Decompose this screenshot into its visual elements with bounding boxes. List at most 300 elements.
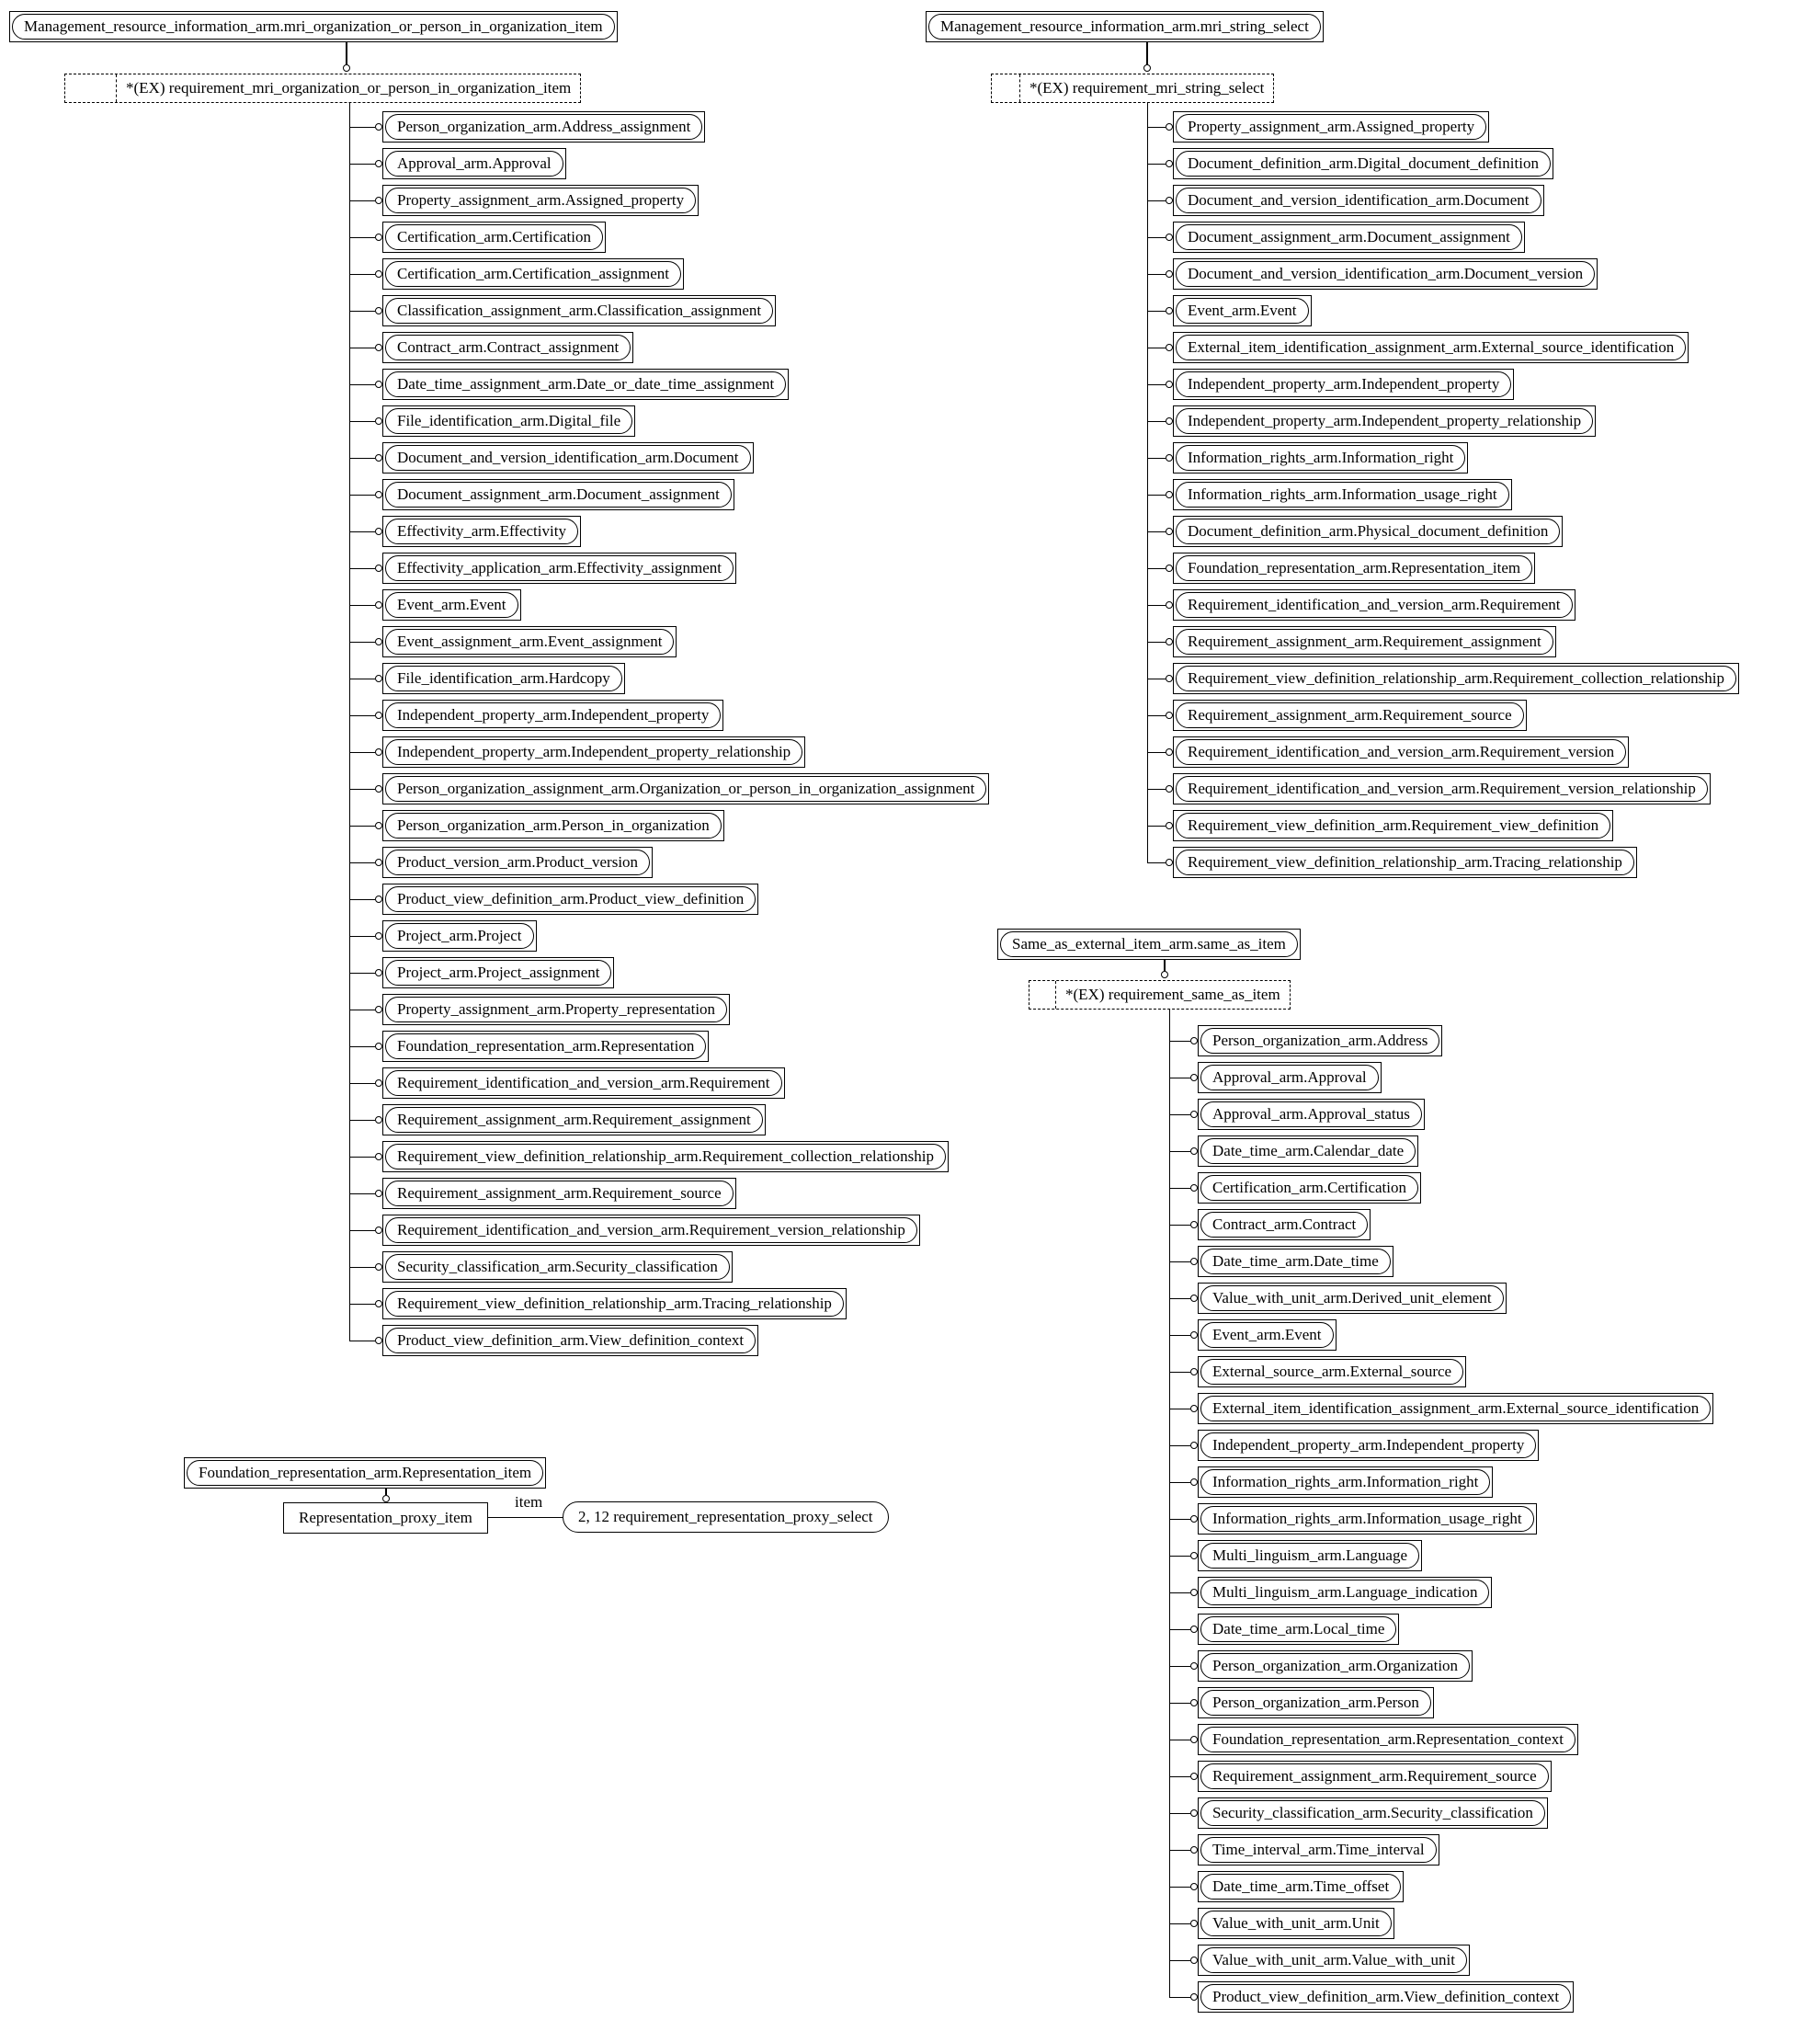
entity-ref-stadium (385, 1107, 763, 1133)
entity-ref-node (1198, 1209, 1371, 1240)
branch-line (1147, 605, 1166, 606)
entity-ref-stadium (1176, 519, 1560, 544)
entity-ref-stadium (385, 1254, 730, 1280)
branch-line (1169, 1850, 1190, 1851)
branch-line (349, 274, 375, 275)
optional-circle (1166, 491, 1173, 498)
entity-ref-stadium (1200, 1432, 1536, 1458)
entity-ref-label: Property_assignment_arm.Property_representation (397, 1000, 716, 1018)
entity-ref-stadium (1200, 1065, 1379, 1090)
entity-ref-label: Multi_linguism_arm.Language (1212, 1546, 1407, 1564)
entity-ref-stadium (1176, 408, 1593, 434)
entity-ref-stadium (1176, 813, 1610, 839)
branch-line (349, 1083, 375, 1084)
branch-line (1147, 311, 1166, 312)
entity-ref-label: Security_classification_arm.Security_classification (1212, 1804, 1533, 1821)
optional-circle (375, 565, 382, 572)
entity-ref-label: Date_time_assignment_arm.Date_or_date_time_assignment (397, 375, 775, 393)
optional-circle (1166, 234, 1173, 241)
branch-line (349, 1304, 375, 1305)
optional-circle (1143, 64, 1151, 72)
entity-ref-node (1173, 369, 1514, 400)
branch-line (349, 531, 375, 532)
branch-line (349, 1193, 375, 1194)
select-definition-box-mri-string-select (991, 74, 1274, 103)
branch-line (1169, 1188, 1190, 1189)
root-node-representation-item (184, 1457, 546, 1489)
optional-circle (1166, 638, 1173, 645)
optional-circle (375, 1227, 382, 1234)
branch-line (1169, 1335, 1190, 1336)
entity-ref-node (1198, 1614, 1399, 1645)
entity-ref-label: External_source_arm.External_source (1212, 1363, 1452, 1380)
entity-ref-label: Requirement_view_definition_relationship_arm.Requirement_collection_relationship (1188, 669, 1724, 687)
branch-line (349, 1230, 375, 1231)
branch-line (349, 237, 375, 238)
entity-ref-label: Date_time_arm.Local_time (1212, 1620, 1385, 1637)
branch-line (349, 862, 375, 863)
entity-ref-label: Requirement_identification_and_version_arm.Requirement_version (1188, 743, 1615, 760)
entity-ref-stadium (1200, 1138, 1416, 1164)
entity-ref-label: Foundation_representation_arm.Representation_item (1188, 559, 1521, 576)
optional-circle (1190, 1552, 1198, 1559)
optional-circle (375, 822, 382, 829)
entity-ref-stadium (385, 224, 603, 250)
optional-circle (1166, 565, 1173, 572)
entity-ref-node (382, 1141, 949, 1172)
branch-line (1169, 1997, 1190, 1998)
optional-circle (375, 1190, 382, 1197)
entity-ref-node (1198, 1945, 1470, 1976)
entity-ref-label: Value_with_unit_arm.Unit (1212, 1914, 1380, 1932)
entity-ref-label: Product_view_definition_arm.Product_view_definition (397, 890, 745, 907)
optional-circle (1190, 1515, 1198, 1523)
branch-line (349, 826, 375, 827)
entity-ref-label: Certification_arm.Certification (397, 228, 592, 245)
optional-circle (1190, 1037, 1198, 1044)
entity-ref-node (1198, 1466, 1493, 1498)
optional-circle (1190, 1258, 1198, 1265)
branch-line (349, 605, 375, 606)
optional-circle (375, 381, 382, 388)
item-relation-label: item (515, 1493, 543, 1511)
optional-circle (1190, 1773, 1198, 1780)
entity-ref-stadium (385, 739, 802, 765)
entity-ref-label: Property_assignment_arm.Assigned_property (1188, 118, 1475, 135)
optional-circle (375, 1300, 382, 1307)
entity-ref-node (1173, 773, 1711, 804)
entity-ref-label: Requirement_identification_and_version_arm.Requirement (397, 1074, 770, 1091)
branch-line (1169, 1592, 1190, 1593)
branch-line (1147, 715, 1166, 716)
root-node-stadium (928, 14, 1321, 40)
tree-trunk-line (1147, 103, 1148, 862)
entity-ref-node (382, 773, 989, 804)
entity-ref-stadium (1176, 114, 1486, 140)
optional-circle (1190, 1626, 1198, 1633)
entity-ref-node (1173, 810, 1613, 841)
entity-ref-node (1173, 222, 1525, 253)
branch-line (1169, 1813, 1190, 1814)
entity-ref-stadium (1200, 1175, 1418, 1201)
entity-ref-node (1198, 1797, 1548, 1829)
entity-ref-label: Document_and_version_identification_arm.Document (397, 449, 739, 466)
entity-ref-label: Date_time_arm.Time_offset (1212, 1877, 1390, 1895)
optional-circle (1190, 1295, 1198, 1302)
branch-line (1147, 826, 1166, 827)
entity-ref-stadium (385, 188, 696, 213)
branch-line (1169, 1556, 1190, 1557)
entity-ref-label: Classification_assignment_arm.Classification_assignment (397, 302, 762, 319)
entity-ref-node (382, 884, 758, 915)
entity-ref-node (382, 920, 537, 952)
entity-ref-node (1198, 1135, 1418, 1167)
optional-circle (375, 160, 382, 167)
optional-circle (1166, 601, 1173, 609)
optional-circle (1190, 1662, 1198, 1670)
entity-ref-stadium (1200, 1727, 1575, 1752)
entity-ref-label: Person_organization_arm.Organization (1212, 1657, 1459, 1674)
entity-ref-stadium (1176, 629, 1553, 655)
entity-ref-label: Certification_arm.Certification_assignment (397, 265, 669, 282)
root-node-stadium (12, 14, 615, 40)
branch-line (1147, 200, 1166, 201)
branch-line (349, 1267, 375, 1268)
entity-ref-stadium (385, 261, 681, 287)
optional-circle (1190, 1442, 1198, 1449)
entity-ref-label: Document_assignment_arm.Document_assignment (1188, 228, 1510, 245)
entity-ref-node (1198, 1650, 1473, 1682)
entity-ref-stadium (1176, 776, 1708, 802)
entity-ref-node (1198, 1724, 1578, 1755)
root-node-stadium (187, 1460, 543, 1486)
entity-ref-node (382, 1104, 766, 1135)
optional-circle (1166, 675, 1173, 682)
optional-circle (1190, 1736, 1198, 1743)
entity-ref-node (382, 994, 730, 1025)
entity-ref-label: Certification_arm.Certification (1212, 1179, 1407, 1196)
entity-ref-stadium (1200, 1212, 1368, 1238)
entity-ref-node (1198, 1025, 1442, 1056)
optional-circle (1166, 748, 1173, 756)
optional-circle (1190, 1405, 1198, 1412)
entity-ref-stadium (1176, 592, 1573, 618)
optional-circle (375, 1153, 382, 1160)
optional-circle (1166, 417, 1173, 425)
branch-line (1147, 421, 1166, 422)
branch-line (349, 384, 375, 385)
select-box-compartment (65, 74, 117, 102)
entity-ref-node (382, 1215, 920, 1246)
entity-ref-node (382, 258, 684, 290)
entity-ref-label: Information_rights_arm.Information_usage_right (1212, 1510, 1522, 1527)
optional-circle (1166, 712, 1173, 719)
entity-ref-node (1173, 332, 1689, 363)
entity-ref-node (1198, 1908, 1394, 1939)
optional-circle (375, 197, 382, 204)
branch-line (1147, 384, 1166, 385)
optional-circle (1166, 123, 1173, 131)
optional-circle (1166, 270, 1173, 278)
entity-ref-stadium (385, 445, 751, 471)
entity-ref-stadium (385, 886, 756, 912)
entity-ref-node (382, 479, 734, 510)
branch-line (1169, 1298, 1190, 1299)
entity-ref-label: Requirement_identification_and_version_arm.Requirement_version_relationship (1188, 780, 1696, 797)
entity-ref-label: Person_organization_arm.Person_in_organization (397, 816, 710, 834)
entity-ref-node (382, 1251, 733, 1283)
entity-ref-node (382, 185, 699, 216)
entity-ref-label: Person_organization_arm.Address (1212, 1032, 1428, 1049)
entity-ref-stadium (1200, 1285, 1504, 1311)
branch-line (349, 936, 375, 937)
optional-circle (1190, 1221, 1198, 1228)
optional-circle (375, 785, 382, 793)
optional-circle (1166, 344, 1173, 351)
branch-line (1147, 752, 1166, 753)
entity-ref-label: Product_version_arm.Product_version (397, 853, 639, 871)
entity-ref-stadium (1176, 482, 1509, 508)
optional-circle (375, 1116, 382, 1124)
entity-ref-stadium (1200, 1984, 1571, 2010)
optional-circle (1166, 197, 1173, 204)
optional-circle (1190, 1368, 1198, 1375)
branch-line (349, 495, 375, 496)
entity-ref-label: Independent_property_arm.Independent_property (1212, 1436, 1525, 1454)
optional-circle (1190, 1147, 1198, 1155)
entity-ref-node (1173, 111, 1489, 143)
entity-ref-stadium (385, 1070, 782, 1096)
optional-circle (1166, 160, 1173, 167)
select-definition-label: *(EX) requirement_mri_organization_or_person_in_organization_item (126, 79, 572, 97)
entity-ref-node (1173, 516, 1563, 547)
entity-ref-stadium (1176, 739, 1626, 765)
entity-ref-stadium (1176, 298, 1309, 324)
entity-ref-node (1173, 700, 1527, 731)
entity-ref-stadium (1176, 371, 1511, 397)
optional-circle (375, 491, 382, 498)
entity-ref-node (382, 148, 566, 179)
entity-ref-label: Product_view_definition_arm.View_definition_context (397, 1331, 745, 1349)
entity-ref-stadium (1200, 1249, 1391, 1274)
entity-ref-node (382, 332, 633, 363)
branch-line (349, 752, 375, 753)
entity-ref-label: File_identification_arm.Hardcopy (397, 669, 610, 687)
entity-ref-label: Value_with_unit_arm.Derived_unit_element (1212, 1289, 1492, 1306)
root-node-same-as-item (997, 929, 1301, 960)
entity-ref-stadium (385, 1033, 706, 1059)
entity-ref-stadium (1200, 1800, 1545, 1826)
entity-ref-node (1173, 847, 1637, 878)
entity-ref-stadium (385, 114, 702, 140)
optional-circle (375, 748, 382, 756)
optional-circle (375, 675, 382, 682)
select-definition-label: *(EX) requirement_mri_string_select (1029, 79, 1265, 97)
entity-ref-stadium (1200, 1653, 1470, 1679)
entity-ref-node (1198, 1981, 1574, 2013)
select-definition-box-mri-organization (64, 74, 581, 103)
entity-ref-label: Effectivity_application_arm.Effectivity_assignment (397, 559, 722, 576)
entity-ref-label: Information_rights_arm.Information_right (1188, 449, 1454, 466)
entity-ref-label: Person_organization_arm.Address_assignment (397, 118, 691, 135)
branch-line (349, 200, 375, 201)
branch-line (1147, 495, 1166, 496)
branch-line (349, 973, 375, 974)
optional-circle (375, 601, 382, 609)
entity-ref-stadium (1176, 335, 1686, 360)
branch-line (349, 899, 375, 900)
entity-ref-label: Requirement_identification_and_version_arm.Requirement_version_relationship (397, 1221, 905, 1238)
entity-ref-node (382, 589, 521, 621)
entity-ref-stadium (385, 1217, 917, 1243)
branch-line (1169, 1445, 1190, 1446)
branch-line (1169, 1261, 1190, 1262)
entity-ref-node (382, 405, 635, 437)
entity-ref-label: Project_arm.Project (397, 927, 522, 944)
entity-ref-stadium (1200, 1763, 1549, 1789)
optional-circle (375, 638, 382, 645)
entity-ref-label: Value_with_unit_arm.Value_with_unit (1212, 1951, 1455, 1968)
entity-ref-stadium (385, 408, 632, 434)
entity-ref-stadium (385, 776, 986, 802)
optional-circle (375, 712, 382, 719)
root-node-label: Foundation_representation_arm.Representation_item (199, 1464, 532, 1481)
entity-ref-stadium (1176, 555, 1532, 581)
branch-line (349, 1120, 375, 1121)
entity-ref-label: Approval_arm.Approval_status (1212, 1105, 1410, 1123)
entity-ref-node (382, 369, 789, 400)
optional-circle (1166, 381, 1173, 388)
entity-ref-stadium (1200, 1359, 1463, 1385)
branch-line (349, 311, 375, 312)
entity-ref-node (1198, 1834, 1439, 1866)
branch-line (1169, 1703, 1190, 1704)
entity-ref-node (382, 1178, 736, 1209)
optional-circle (375, 123, 382, 131)
optional-circle (375, 1263, 382, 1271)
optional-circle (375, 932, 382, 940)
optional-circle (1166, 859, 1173, 866)
entity-ref-stadium (1200, 1837, 1437, 1863)
branch-line (349, 421, 375, 422)
entity-ref-node (1198, 1430, 1539, 1461)
root-connector-line (346, 42, 347, 64)
entity-ref-stadium (385, 666, 622, 691)
branch-line (1169, 1629, 1190, 1630)
root-node-mri-organization-or-person-item (9, 11, 618, 42)
optional-circle (1166, 454, 1173, 462)
entity-ref-stadium (385, 371, 786, 397)
entity-ref-label: Requirement_identification_and_version_arm.Requirement (1188, 596, 1561, 613)
branch-line (1169, 1114, 1190, 1115)
entity-ref-stadium (385, 519, 578, 544)
select-definition-label: *(EX) requirement_same_as_item (1065, 986, 1280, 1003)
entity-ref-label: Property_assignment_arm.Assigned_property (397, 191, 685, 209)
entity-ref-stadium (1176, 151, 1551, 177)
entity-ref-node (1173, 295, 1312, 326)
optional-circle (375, 1337, 382, 1344)
branch-line (1147, 642, 1166, 643)
entity-ref-node (382, 553, 736, 584)
select-box-compartment (1029, 981, 1056, 1009)
entity-ref-stadium (385, 151, 563, 177)
entity-node-label: Representation_proxy_item (299, 1509, 472, 1526)
optional-circle (375, 307, 382, 314)
branch-line (1169, 1041, 1190, 1042)
branch-line (1169, 1923, 1190, 1924)
entity-ref-stadium (1200, 1543, 1419, 1569)
entity-ref-node (1173, 626, 1556, 657)
entity-ref-stadium (1176, 188, 1541, 213)
entity-ref-stadium (385, 629, 674, 655)
entity-ref-node (1173, 442, 1468, 474)
branch-line (1147, 274, 1166, 275)
branch-line (1147, 531, 1166, 532)
optional-circle (1190, 1846, 1198, 1854)
optional-circle (1190, 1809, 1198, 1817)
entity-ref-stadium (1176, 261, 1595, 287)
entity-ref-label: External_item_identification_assignment_arm.External_source_identification (1188, 338, 1675, 356)
entity-ref-stadium (1200, 1028, 1439, 1054)
branch-line (349, 1157, 375, 1158)
entity-ref-label: Event_arm.Event (1188, 302, 1297, 319)
optional-circle (343, 64, 350, 72)
entity-ref-label: Person_organization_assignment_arm.Organization_or_person_in_organization_assignment (397, 780, 975, 797)
entity-ref-label: Time_interval_arm.Time_interval (1212, 1841, 1425, 1858)
root-node-mri-string-select (926, 11, 1324, 42)
entity-ref-stadium (385, 702, 721, 728)
entity-ref-label: Information_rights_arm.Information_usage_right (1188, 485, 1497, 503)
select-definition-box-same-as-item (1029, 980, 1291, 1010)
optional-circle (1161, 971, 1168, 978)
branch-line (349, 458, 375, 459)
optional-circle (1190, 1920, 1198, 1927)
optional-circle (375, 270, 382, 278)
optional-circle (1190, 1699, 1198, 1706)
entity-ref-label: Requirement_assignment_arm.Requirement_source (397, 1184, 722, 1202)
entity-ref-label: Event_assignment_arm.Event_assignment (397, 633, 663, 650)
entity-ref-stadium (1200, 1911, 1392, 1936)
entity-ref-label: Requirement_assignment_arm.Requirement_source (1188, 706, 1512, 724)
entity-ref-node (1173, 148, 1553, 179)
root-connector-line (1164, 960, 1166, 971)
branch-line (1147, 458, 1166, 459)
root-connector-line (1146, 42, 1148, 64)
entity-ref-node (1198, 1246, 1393, 1277)
entity-ref-node (382, 847, 653, 878)
entity-ref-label: Person_organization_arm.Person (1212, 1694, 1419, 1711)
optional-circle (375, 1006, 382, 1013)
entity-ref-node (1173, 258, 1598, 290)
optional-circle (1166, 528, 1173, 535)
entity-ref-label: Independent_property_arm.Independent_property (397, 706, 710, 724)
entity-ref-label: Contract_arm.Contract (1212, 1215, 1357, 1233)
entity-ref-node (1198, 1099, 1425, 1130)
entity-ref-label: Requirement_assignment_arm.Requirement_assignment (397, 1111, 751, 1128)
entity-ref-label: Event_arm.Event (1212, 1326, 1322, 1343)
optional-circle (375, 234, 382, 241)
entity-ref-node (382, 1067, 785, 1099)
entity-ref-node (1173, 479, 1512, 510)
root-node-label: Management_resource_information_arm.mri_organization_or_person_in_organization_item (24, 17, 603, 35)
entity-ref-stadium (1200, 1580, 1489, 1605)
entity-ref-label: File_identification_arm.Digital_file (397, 412, 621, 429)
root-node-stadium (1000, 931, 1298, 957)
entity-ref-node (1173, 736, 1629, 768)
entity-ref-node (1198, 1356, 1466, 1387)
entity-ref-stadium (1176, 445, 1465, 471)
branch-line (1169, 1151, 1190, 1152)
